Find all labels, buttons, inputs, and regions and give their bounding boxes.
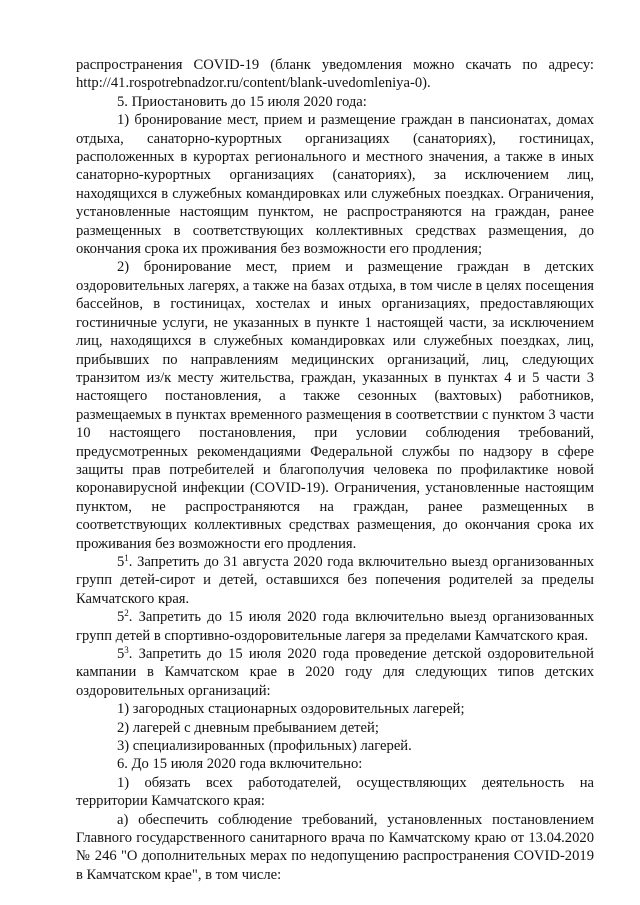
paragraph: 2) лагерей с дневным пребыванием детей;	[117, 719, 379, 736]
paragraph-text: . Запретить до 15 июля 2020 года проведение детской оздоровительной кампании в Камчатском крае в 2020 году для следующих типов детских оздоровительных организаций:	[76, 646, 594, 699]
clause-number: 5	[117, 553, 125, 570]
paragraph-text: . Запретить до 15 июля 2020 года включительно выезд организованных групп детей в спортивно-оздоровительные лагеря за пределами Камчатского края.	[76, 609, 594, 644]
clause-number: 5	[117, 646, 125, 662]
paragraph: а) обеспечить соблюдение требований, установленных постановлением Главного государственного санитарного врача по Камчатскому краю от 13.04.2020 № 246 "О дополнительных мерах по недопущению распространения COVID-2019 в Камчатском крае", в том числе:	[76, 811, 594, 883]
paragraph: 3) специализированных (профильных) лагерей.	[117, 738, 412, 755]
paragraph	[76, 645, 594, 700]
paragraph: 2) бронирование мест, прием и размещение граждан в детских оздоровительных лагерях, а также на базах отдыха, в том числе в целях посещения бассейнов, в гостиницах, хостелах и иных организациях, предоставляющих гостиничные услуги, не указанных в пункте 1 настоящей части, за исключением лиц, находящихся в служебных командировках или служебных поездках, лиц, прибывших по направлениям медицинских организаций, лиц, следующих транзитом из/к месту жительства, граждан, указанных в пунктах 4 и 5 части 3 настоящего постановления, а также сезонных (вахтовых) работников, размещаемых в пунктах временного размещения в соответствии с пунктом 3 части 10 настоящего постановления, при условии соблюдения требований, предусмотренных рекомендациями Федеральной службы по надзору в сфере защиты прав потребителей и благополучия человека по профилактике новой коронавирусной инфекции (COVID-19). Ограничения, установленные настоящим пунктом, не распространяются на граждан, ранее размещенных в соответствующих коллективных средствах размещения, до окончания срока их проживания без возможности его продления.	[76, 259, 594, 552]
paragraph	[76, 553, 594, 608]
clause-superscript: 3	[124, 645, 129, 655]
paragraph: распространения COVID-19 (бланк уведомления можно скачать по адресу: http://41.rospotrebnadzor.ru/content/blank-uvedomleniya-0).	[76, 57, 594, 92]
clause-number: 5	[117, 609, 125, 626]
paragraph: 1) обязать всех работодателей, осуществляющих деятельность на территории Камчатского края:	[76, 774, 594, 810]
paragraph: 5. Приостановить до 15 июля 2020 года:	[117, 93, 367, 110]
paragraph: 1) бронирование мест, прием и размещение граждан в пансионатах, домах отдыха, санаторно-курортных организациях (санаториях), гостиницах, расположенных в курортах регионального и местного значения, а также в иных санаторно-курортных организациях (санаториях), за исключением лиц, находящихся в служебных командировках или служебных поездках. Ограничения, установленные настоящим пунктом, не распространяются на граждан, ранее размещенных в соответствующих коллективных средствах размещения, до окончания срока их проживания без возможности его продления;	[76, 112, 594, 258]
clause-superscript: 1	[124, 552, 129, 563]
clause-superscript: 2	[124, 608, 129, 619]
paragraph: 6. До 15 июля 2020 года включительно:	[117, 756, 363, 773]
paragraph: 1) загородных стационарных оздоровительных лагерей;	[117, 701, 465, 718]
paragraph	[76, 608, 594, 645]
paragraph-text: . Запретить до 31 августа 2020 года включительно выезд организованных групп детей-сирот и детей, оставшихся без попечения родителей за пределы Камчатского края.	[76, 553, 594, 607]
